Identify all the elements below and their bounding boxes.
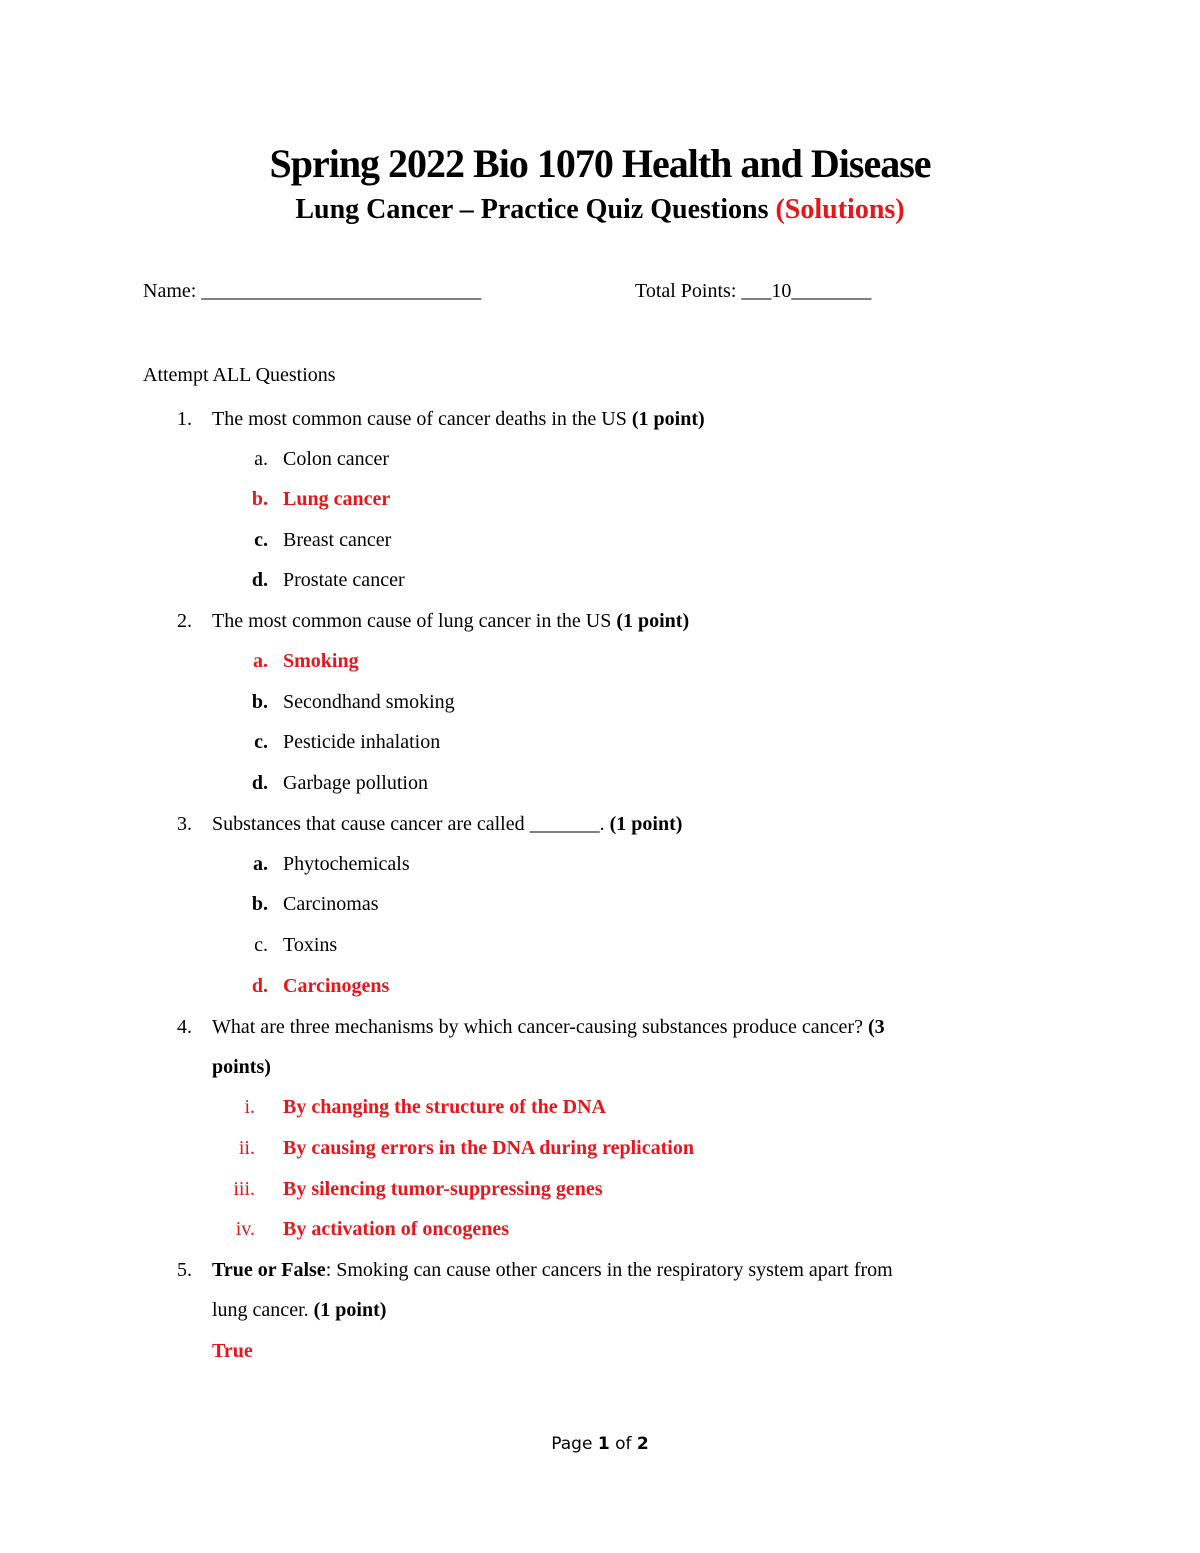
question-number: 4. <box>177 1016 192 1038</box>
question-text: lung cancer. <box>212 1299 309 1321</box>
question-lead: True or False <box>212 1259 326 1281</box>
answer-text: By causing errors in the DNA during replication <box>283 1137 694 1159</box>
question-points: (1 point) <box>313 1299 387 1321</box>
question-text: The most common cause of cancer deaths in the US <box>212 408 627 430</box>
answer-text: By silencing tumor-suppressing genes <box>283 1178 603 1200</box>
option-text: Toxins <box>283 934 338 956</box>
answer-text: True <box>212 1340 253 1362</box>
option-label: c. <box>254 731 268 753</box>
option-label: c. <box>254 529 268 551</box>
option-text-correct: Carcinogens <box>283 975 390 997</box>
question-number: 2. <box>177 610 192 632</box>
option-label-correct: b. <box>251 488 268 510</box>
of-word: of <box>615 1434 632 1454</box>
option-label: c. <box>254 934 268 956</box>
question-number: 5. <box>177 1259 192 1281</box>
question-number: 1. <box>177 408 192 430</box>
option-label: a. <box>254 448 268 470</box>
option-label: d. <box>251 569 268 591</box>
option-text: Pesticide inhalation <box>283 731 441 753</box>
option-text-correct: Lung cancer <box>283 488 391 510</box>
question-5-text-continued <box>212 1297 386 1323</box>
option-text: Carcinomas <box>283 893 379 915</box>
answer-label: i. <box>244 1096 255 1118</box>
question-points: (3 <box>867 1016 885 1038</box>
question-points: (1 point) <box>609 813 683 835</box>
question-text: What are three mechanisms by which cancer-causing substances produce cancer? <box>212 1016 863 1038</box>
question-5-text <box>212 1257 893 1283</box>
question-text: Substances that cause cancer are called _______. <box>212 813 605 835</box>
option-label: b. <box>251 691 268 713</box>
option-text: Colon cancer <box>283 448 390 470</box>
question-points-continued: points) <box>212 1056 271 1078</box>
question-1-text <box>212 406 705 432</box>
option-text: Garbage pollution <box>283 772 428 794</box>
question-points: (1 point) <box>631 408 705 430</box>
question-3-text <box>212 811 682 837</box>
option-label: d. <box>251 772 268 794</box>
name-field: Name: ____________________________ <box>143 280 482 302</box>
answer-text: By activation of oncogenes <box>283 1218 510 1240</box>
total-points-field: Total Points: ___10________ <box>635 280 872 302</box>
subtitle-main: Lung Cancer – Practice Quiz Questions <box>295 194 769 225</box>
option-text: Breast cancer <box>283 529 392 551</box>
answer-label: iii. <box>233 1178 255 1200</box>
page-subtitle <box>0 192 1200 228</box>
question-points: (1 point) <box>616 610 690 632</box>
page-title: Spring 2022 Bio 1070 Health and Disease <box>269 141 931 186</box>
page-word: Page <box>551 1434 593 1454</box>
question-number: 3. <box>177 813 192 835</box>
answer-label: ii. <box>238 1137 255 1159</box>
instructions: Attempt ALL Questions <box>143 364 336 386</box>
page-total: 2 <box>636 1434 649 1454</box>
question-2-text <box>212 608 689 634</box>
option-label-correct: a. <box>253 650 268 672</box>
option-text: Phytochemicals <box>283 853 410 875</box>
option-label: a. <box>253 853 268 875</box>
page-number: 1 <box>597 1434 610 1454</box>
subtitle-solutions: (Solutions) <box>775 194 905 225</box>
option-label-correct: d. <box>251 975 268 997</box>
option-label: b. <box>251 893 268 915</box>
question-text: The most common cause of lung cancer in the US <box>212 610 612 632</box>
question-text: : Smoking can cause other cancers in the respiratory system apart from <box>325 1259 893 1281</box>
option-text-correct: Smoking <box>283 650 359 672</box>
answer-label: iv. <box>235 1218 255 1240</box>
page-footer <box>0 1432 1200 1456</box>
question-4-text <box>212 1014 885 1040</box>
option-text: Secondhand smoking <box>283 691 455 713</box>
option-text: Prostate cancer <box>283 569 405 591</box>
answer-text: By changing the structure of the DNA <box>283 1096 606 1118</box>
